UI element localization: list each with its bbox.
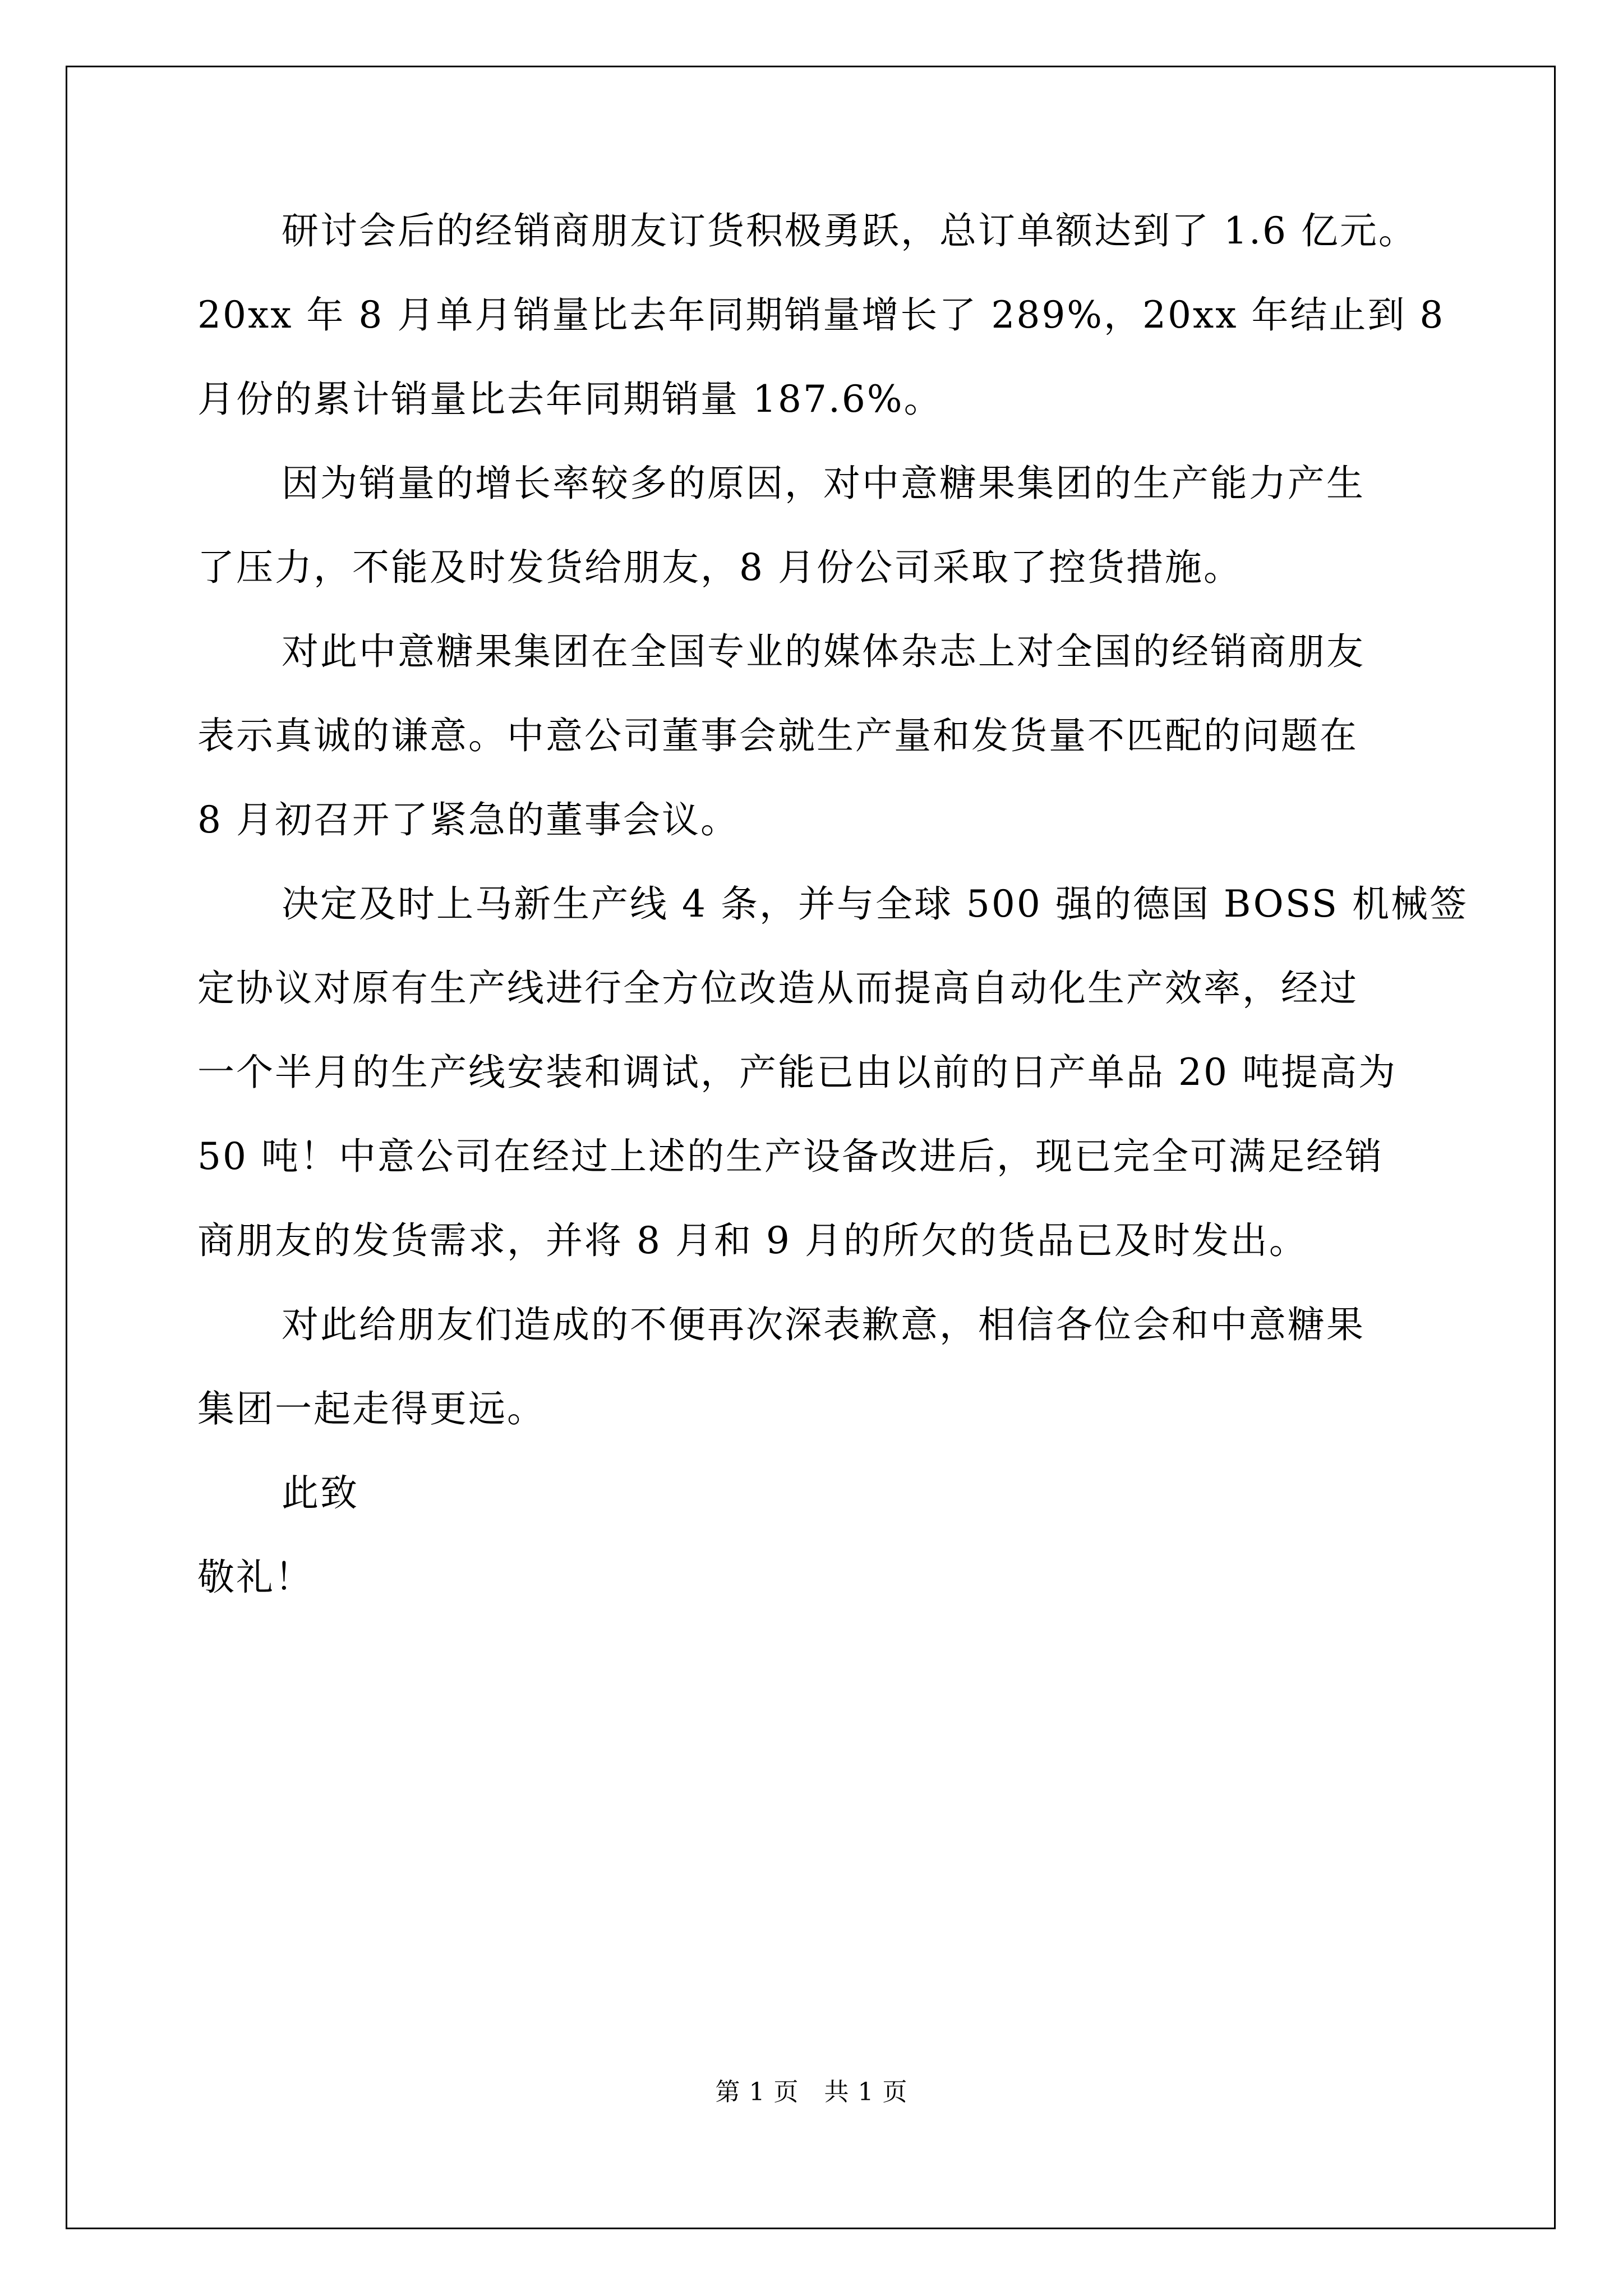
paragraph-3-line-3: 8 月初召开了紧急的董事会议。 bbox=[197, 798, 739, 841]
paragraph-5-line-2: 集团一起走得更远。 bbox=[197, 1387, 546, 1430]
paragraph-1-line-3: 月份的累计销量比去年同期销量 187.6%。 bbox=[197, 378, 943, 421]
paragraph-3-line-1: 对此中意糖果集团在全国专业的媒体杂志上对全国的经销商朋友 bbox=[282, 630, 1365, 673]
paragraph-5-line-1: 对此给朋友们造成的不便再次深表歉意，相信各位会和中意糖果 bbox=[282, 1303, 1365, 1346]
paragraph-4-line-5: 商朋友的发货需求，并将 8 月和 9 月的所欠的货品已及时发出。 bbox=[197, 1219, 1308, 1262]
page-number-footer: 第 1 页 共 1 页 bbox=[715, 2078, 908, 2106]
paragraph-4-line-2: 定协议对原有生产线进行全方位改造从而提高自动化生产效率，经过 bbox=[197, 967, 1358, 1010]
paragraph-1-line-2: 20xx 年 8 月单月销量比去年同期销量增长了 289%，20xx 年结止到 8 bbox=[197, 293, 1445, 337]
paragraph-4-line-1: 决定及时上马新生产线 4 条，并与全球 500 强的德国 BOSS 机械签 bbox=[282, 882, 1468, 926]
paragraph-3-line-2: 表示真诚的谦意。中意公司董事会就生产量和发货量不匹配的问题在 bbox=[197, 714, 1358, 757]
closing-regards: 敬礼！ bbox=[197, 1556, 313, 1599]
paragraph-4-line-4: 50 吨！中意公司在经过上述的生产设备改进后，现已完全可满足经销 bbox=[197, 1135, 1384, 1178]
paragraph-4-line-3: 一个半月的生产线安装和调试，产能已由以前的日产单品 20 吨提高为 bbox=[197, 1051, 1397, 1094]
paragraph-2-line-2: 了压力，不能及时发货给朋友，8 月份公司采取了控货措施。 bbox=[197, 546, 1242, 589]
closing-salutation: 此致 bbox=[282, 1471, 359, 1515]
paragraph-1-line-1: 研讨会后的经销商朋友订货积极勇跃，总订单额达到了 1.6 亿元。 bbox=[282, 209, 1417, 252]
paragraph-2-line-1: 因为销量的增长率较多的原因，对中意糖果集团的生产能力产生 bbox=[282, 462, 1365, 505]
